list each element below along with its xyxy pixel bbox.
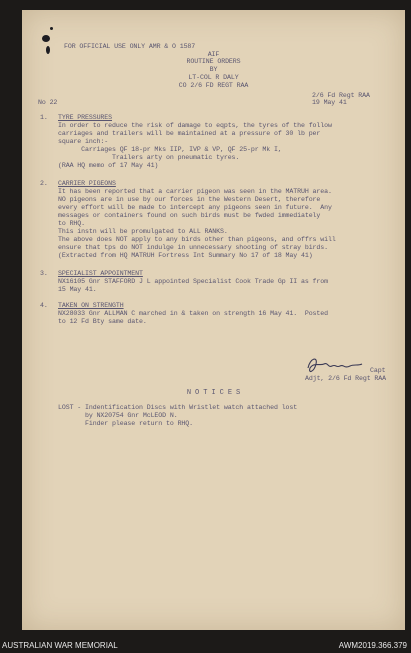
section-line: to 12 Fd Bty same date. bbox=[58, 318, 147, 325]
document-page bbox=[22, 10, 405, 630]
section-number: 4. bbox=[40, 302, 48, 309]
notice-line: by NX20754 Gnr McLEOD N. bbox=[58, 412, 178, 419]
section-line: In order to reduce the risk of damage to eqpts, the tyres of the follow bbox=[58, 122, 332, 129]
section-line: It has been reported that a carrier pigeon was seen in the MATRUH area. bbox=[58, 188, 332, 195]
section-line: NX16105 Gnr STAFFORD J L appointed Specialist Cook Trade Gp II as from bbox=[58, 278, 328, 285]
notice-line: LOST - Indentification Discs with Wristlet watch attached lost bbox=[58, 404, 298, 411]
notices-heading: N O T I C E S bbox=[186, 389, 241, 397]
section-number: 3. bbox=[40, 270, 48, 277]
section-line: Carriages QF 18-pr Mks IIP, IVP & VP, QF 25-pr Mk I, bbox=[58, 146, 282, 153]
unit-name: CO 2/6 FD REGT RAA bbox=[178, 82, 249, 89]
section-line: The above does NOT apply to any birds other than pigeons, and offrs will bbox=[58, 236, 336, 243]
section-line: NO pigeons are in use by our forces in the Western Desert, therefore bbox=[58, 196, 321, 203]
document-title: ROUTINE ORDERS bbox=[186, 58, 241, 65]
footer-institution: AUSTRALIAN WAR MEMORIAL bbox=[2, 641, 118, 650]
ink-blot bbox=[42, 35, 50, 42]
regiment-short: 2/6 Fd Regt RAA bbox=[312, 92, 370, 99]
force-label: AIF bbox=[207, 51, 220, 58]
order-number: No 22 bbox=[38, 99, 58, 106]
section-number: 1. bbox=[40, 114, 48, 121]
section-heading: CARRIER PIGEONS bbox=[58, 180, 116, 187]
section-line: (RAA HQ memo of 17 May 41) bbox=[58, 162, 159, 169]
signature-role: Adjt, 2/6 Fd Regt RAA bbox=[305, 375, 386, 382]
classification-line: FOR OFFICIAL USE ONLY AMR & O 1587 bbox=[64, 43, 196, 50]
by-label: BY bbox=[209, 66, 218, 73]
section-line: (Extracted from HQ MATRUH Fortress Int Summary No 17 of 18 May 41) bbox=[58, 252, 313, 259]
section-heading: SPECIALIST APPOINTMENT bbox=[58, 270, 143, 277]
handwritten-signature bbox=[304, 354, 364, 376]
commander-name: LT-COL R DALY bbox=[188, 74, 239, 81]
section-line: 15 May 41. bbox=[58, 286, 97, 293]
footer-bar bbox=[0, 636, 411, 653]
section-line: every effort will be made to intercept any pigeons seen in future. Any bbox=[58, 204, 332, 211]
notice-line: Finder please return to RHQ. bbox=[58, 420, 193, 427]
order-date: 19 May 41 bbox=[312, 99, 347, 106]
section-line: Trailers arty on pneumatic tyres. bbox=[58, 154, 240, 161]
section-number: 2. bbox=[40, 180, 48, 187]
section-line: This instn will be promulgated to ALL RANKS. bbox=[58, 228, 228, 235]
section-line: square inch:- bbox=[58, 138, 109, 145]
ink-blot bbox=[50, 27, 53, 30]
section-line: NX28033 Gnr ALLMAN C marched in & taken on strength 16 May 41. Posted bbox=[58, 310, 328, 317]
signature-rank: Capt bbox=[370, 367, 386, 374]
section-line: to RHQ. bbox=[58, 220, 85, 227]
section-line: ensure that tps do NOT indulge in unnecessary shooting of stray birds. bbox=[58, 244, 328, 251]
section-heading: TAKEN ON STRENGTH bbox=[58, 302, 124, 309]
section-heading: TYRE PRESSURES bbox=[58, 114, 112, 121]
section-line: messages or containers found on such birds must be fwded immediately bbox=[58, 212, 321, 219]
footer-accession: AWM2019.366.379 bbox=[338, 641, 407, 650]
section-line: carriages and trailers will be maintained at a pressure of 30 lb per bbox=[58, 130, 321, 137]
